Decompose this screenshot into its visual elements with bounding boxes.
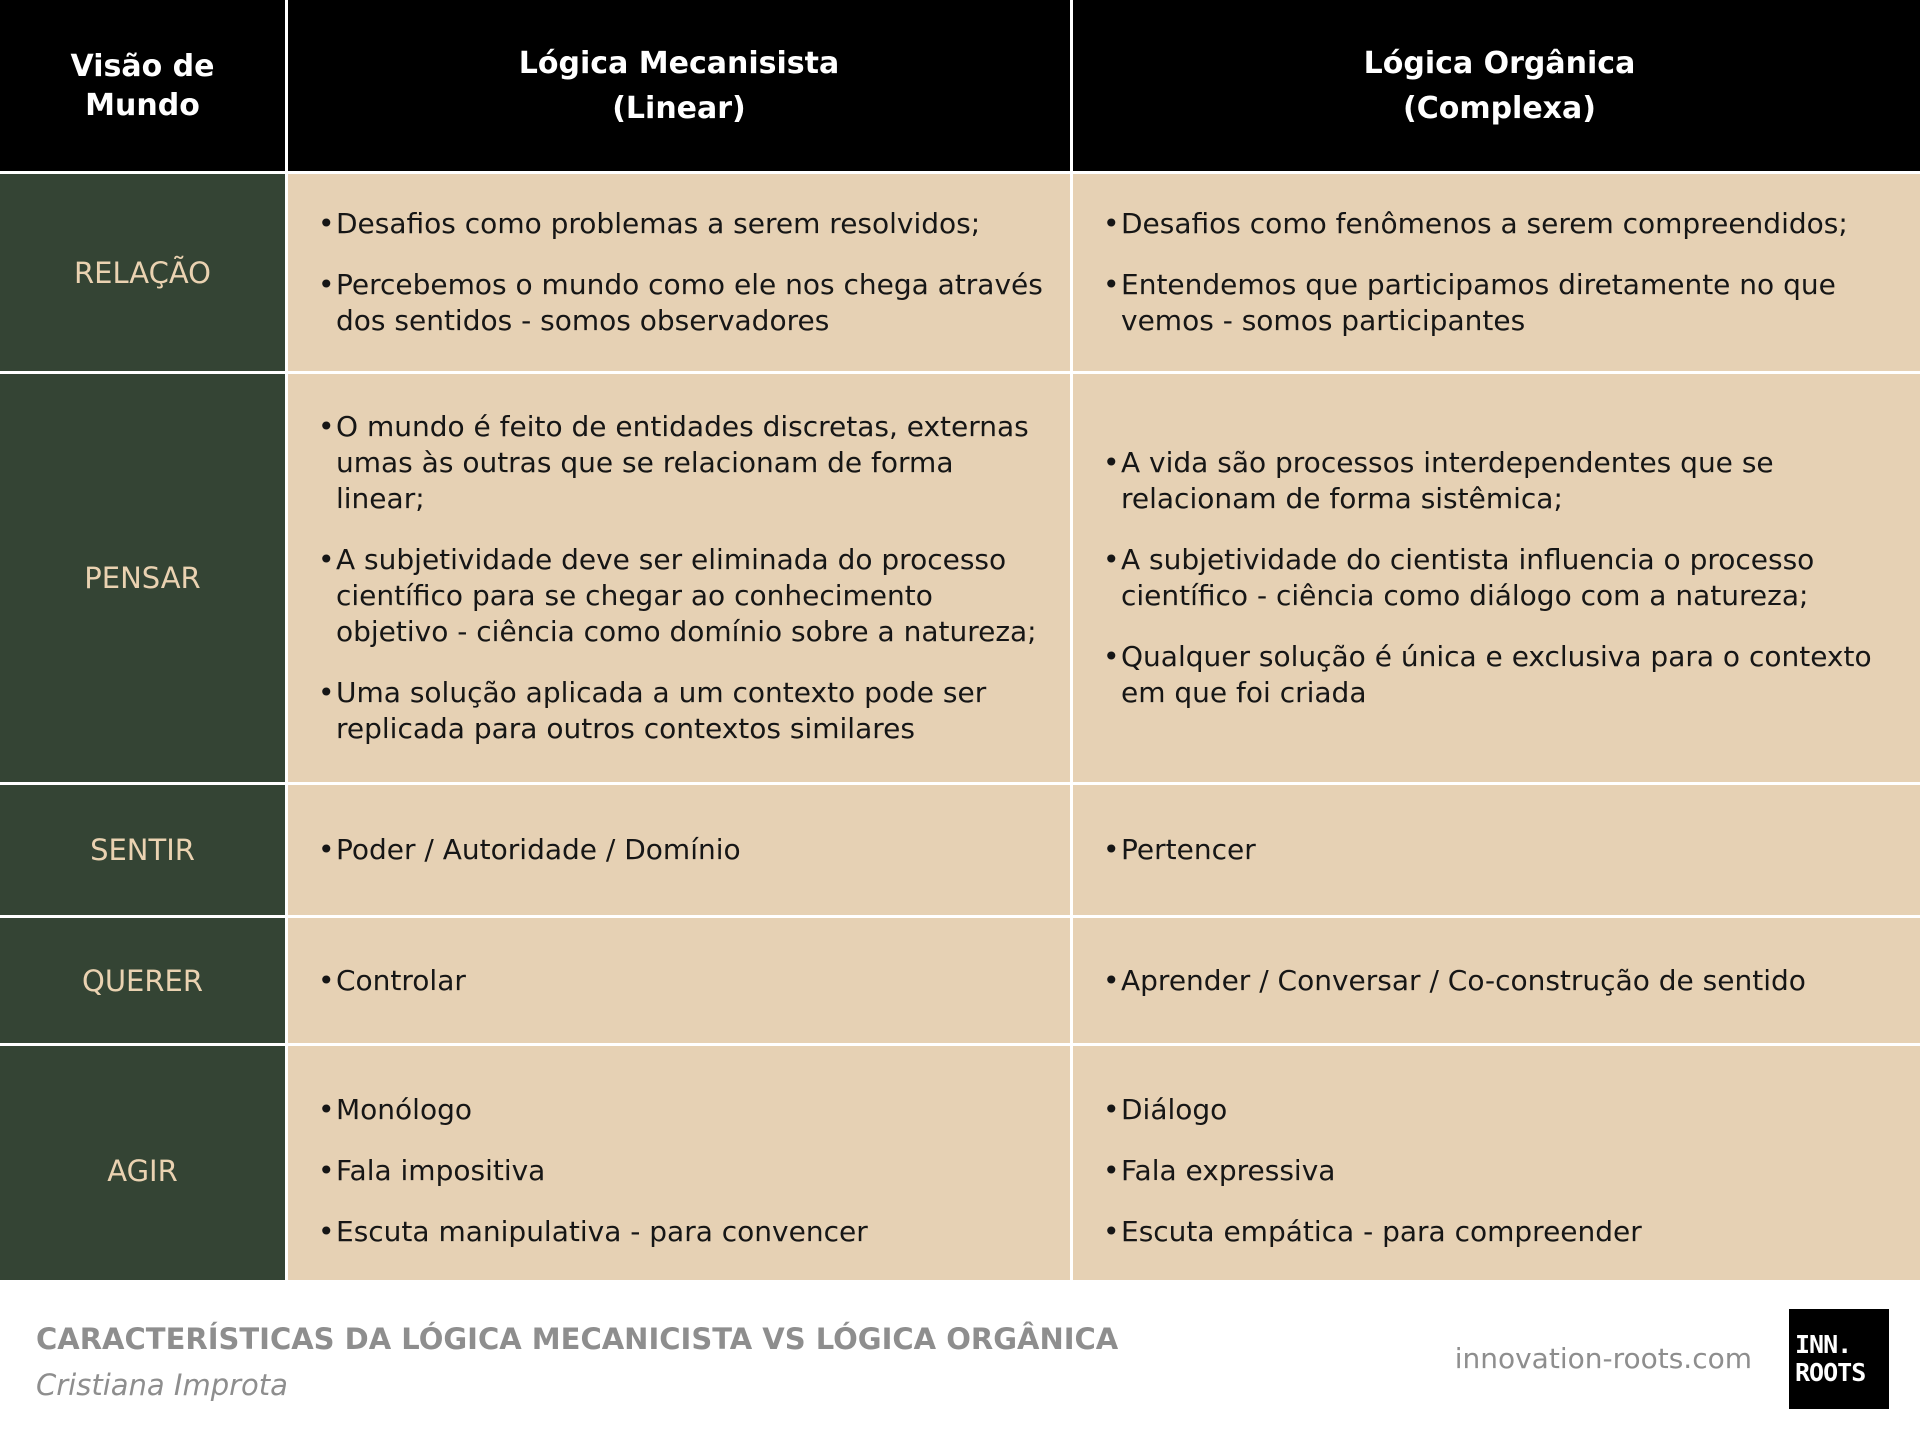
- row-label-relacao: RELAÇÃO: [0, 174, 285, 371]
- footer: [0, 1280, 1920, 1440]
- header-worldview: [0, 0, 285, 171]
- footer-title: CARACTERÍSTICAS DA LÓGICA MECANICISTA VS LÓGICA ORGÂNICA: [36, 1322, 1119, 1356]
- header-mechanistic: [288, 0, 1070, 171]
- list-item: • A vida são processos interdependentes que se relacionam de forma sistêmica;: [1103, 445, 1904, 517]
- list-item: • Escuta empática - para compreender: [1103, 1214, 1904, 1250]
- list-item: • Controlar: [318, 963, 1048, 999]
- cell-agir-organic: [1073, 1046, 1920, 1295]
- header-organic-title: Lógica Orgânica: [1363, 45, 1636, 81]
- list-item: • Uma solução aplicada a um contexto pode ser replicada para outros contextos similares: [318, 675, 1048, 747]
- cell-querer-organic: [1073, 918, 1920, 1043]
- list-item: • Desafios como problemas a serem resolvidos;: [318, 206, 1048, 242]
- row-label-agir: AGIR: [0, 1046, 285, 1295]
- bullet-list: [318, 206, 1048, 339]
- bullet-list: [318, 832, 1048, 868]
- bullet-list: [1103, 445, 1904, 711]
- logo-line1: INN.: [1795, 1330, 1852, 1359]
- bullet-list: [1103, 1092, 1904, 1250]
- list-item: • O mundo é feito de entidades discretas, externas umas às outras que se relacionam de forma linear;: [318, 409, 1048, 517]
- cell-pensar-mechanistic: [288, 374, 1070, 782]
- cell-agir-mechanistic: [288, 1046, 1070, 1295]
- footer-url[interactable]: innovation-roots.com: [1454, 1342, 1752, 1375]
- list-item: • Aprender / Conversar / Co-construção de sentido: [1103, 963, 1904, 999]
- header-mechanistic-subtitle: (Linear): [612, 90, 746, 126]
- innovation-roots-logo: [1789, 1309, 1889, 1409]
- header-worldview-line2: Mundo: [85, 87, 200, 123]
- row-label-pensar: PENSAR: [0, 374, 285, 782]
- bullet-list: [1103, 832, 1904, 868]
- row-label-sentir: SENTIR: [0, 785, 285, 915]
- list-item: • Desafios como fenômenos a serem compreendidos;: [1103, 206, 1904, 242]
- list-item: • Pertencer: [1103, 832, 1904, 868]
- header-organic-subtitle: (Complexa): [1402, 90, 1596, 126]
- header-organic: [1073, 0, 1920, 171]
- list-item: • Poder / Autoridade / Domínio: [318, 832, 1048, 868]
- bullet-list: [1103, 963, 1904, 999]
- row-label-querer: QUERER: [0, 918, 285, 1043]
- list-item: • Entendemos que participamos diretamente no que vemos - somos participantes: [1103, 267, 1904, 339]
- header-mechanistic-title: Lógica Mecanisista: [518, 45, 840, 81]
- cell-pensar-organic: [1073, 374, 1920, 782]
- list-item: • A subjetividade deve ser eliminada do processo científico para se chegar ao conhecimento objetivo - ciência como domínio sobre a natureza;: [318, 542, 1048, 650]
- list-item: • Monólogo: [318, 1092, 1048, 1128]
- list-item: • A subjetividade do cientista influencia o processo científico - ciência como diálogo com a natureza;: [1103, 542, 1904, 614]
- header-worldview-line1: Visão de: [70, 48, 215, 84]
- bullet-list: [318, 1092, 1048, 1250]
- list-item: • Fala impositiva: [318, 1153, 1048, 1189]
- cell-sentir-organic: [1073, 785, 1920, 915]
- bullet-list: [318, 963, 1048, 999]
- bullet-list: [318, 409, 1048, 747]
- cell-querer-mechanistic: [288, 918, 1070, 1043]
- cell-sentir-mechanistic: [288, 785, 1070, 915]
- list-item: • Percebemos o mundo como ele nos chega através dos sentidos - somos observadores: [318, 267, 1048, 339]
- list-item: • Qualquer solução é única e exclusiva para o contexto em que foi criada: [1103, 639, 1904, 711]
- list-item: • Escuta manipulativa - para convencer: [318, 1214, 1048, 1250]
- cell-relacao-mechanistic: [288, 174, 1070, 371]
- footer-author: Cristiana Improta: [36, 1368, 288, 1402]
- bullet-list: [1103, 206, 1904, 339]
- cell-relacao-organic: [1073, 174, 1920, 371]
- logo-line2: ROOTS: [1795, 1358, 1866, 1387]
- list-item: • Fala expressiva: [1103, 1153, 1904, 1189]
- list-item: • Diálogo: [1103, 1092, 1904, 1128]
